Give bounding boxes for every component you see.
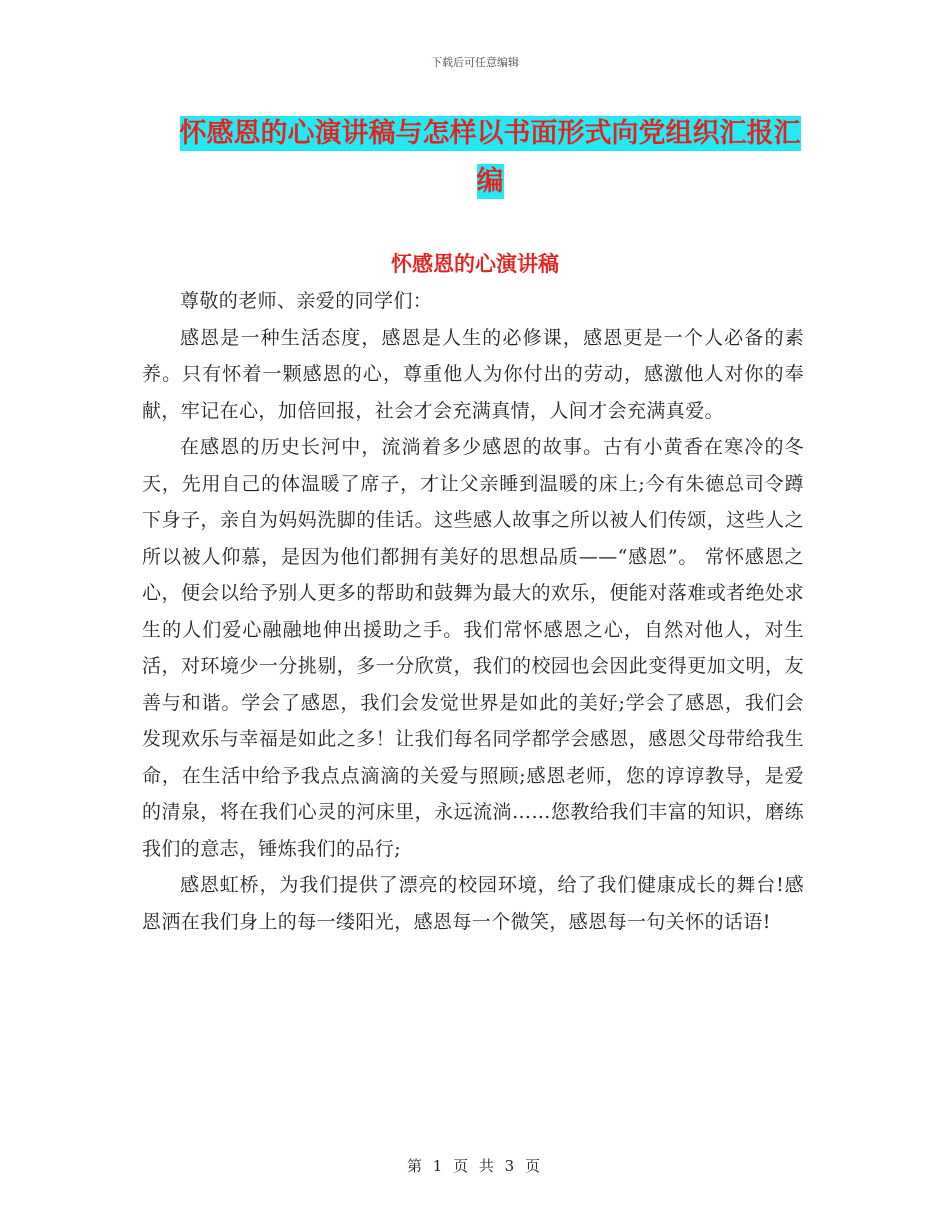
- header-note: 下载后可任意编辑: [431, 56, 519, 69]
- page-number: 第 1 页 共 3 页: [407, 1157, 543, 1175]
- paragraph: 感恩是一种生活态度，感恩是人生的必修课，感恩更是一个人必备的素养。只有怀着一颗感恩的心，尊重他人为你付出的劳动，感激他人对你的奉献，牢记在心，加倍回报，社会才会充满真情，人间才会充满真爱。: [142, 326, 804, 422]
- document-title-text: 怀感恩的心演讲稿与怎样以书面形式向党组织汇报汇编: [179, 118, 801, 197]
- document-title: [170, 110, 810, 206]
- paragraph: 在感恩的历史长河中，流淌着多少感恩的故事。古有小黄香在寒冷的冬天，先用自己的体温暖了席子，才让父亲睡到温暖的床上;今有朱德总司令蹲下身子，亲自为妈妈洗脚的佳话。这些感人故事之所以被人们传颂，这些人之所以被人仰慕，是因为他们都拥有美好的思想品质——“感恩”。 常怀感恩之心，便会以给予别人更多的帮助和鼓舞为最大的欢乐，便能对落难或者绝处求生的人们爱心融融地伸出援助之手。我们常怀感恩之心，自然对他人，对生活，对环境少一分挑剔，多一分欣赏，我们的校园也会因此变得更加文明，友善与和谐。学会了感恩，我们会发觉世界是如此的美好;学会了感恩，我们会发现欢乐与幸福是如此之多！让我们每名同学都学会感恩，感恩父母带给我生命，在生活中给予我点点滴滴的关爱与照顾;感恩老师，您的谆谆教导，是爱的清泉，将在我们心灵的河床里，永远流淌……您教给我们丰富的知识，磨练我们的意志，锤炼我们的品行;: [142, 436, 804, 860]
- salutation: 尊敬的老师、亲爱的同学们：: [180, 290, 433, 312]
- speech-body: [142, 283, 804, 940]
- paragraph: 感恩虹桥，为我们提供了漂亮的校园环境，给了我们健康成长的舞台!感恩洒在我们身上的每一缕阳光，感恩每一个微笑，感恩每一句关怀的话语!: [142, 874, 804, 933]
- section-title: 怀感恩的心演讲稿: [391, 252, 559, 276]
